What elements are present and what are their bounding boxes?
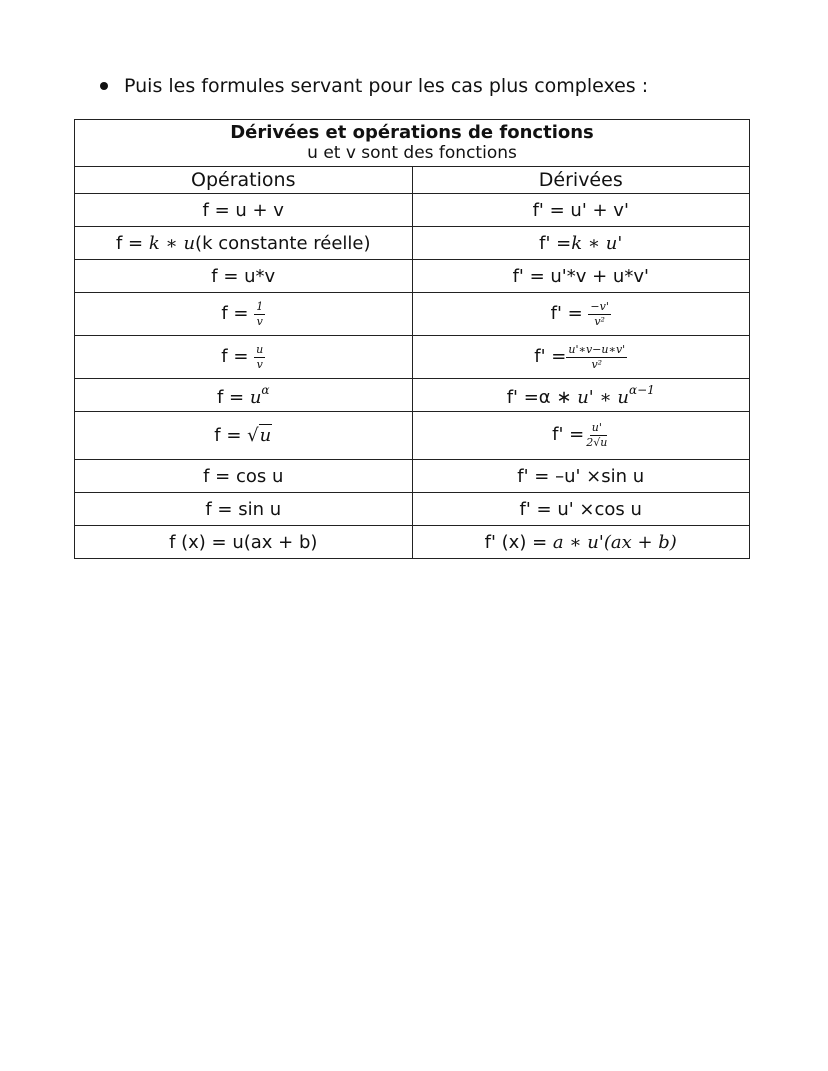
table-title-cell [75, 120, 750, 167]
table-subtitle: u et v sont des fonctions [307, 142, 517, 163]
operation-cell: f (x) = u(ax + b) [75, 526, 413, 559]
table-row [75, 260, 750, 293]
operation-cell: $f = u^\alpha$ [75, 379, 413, 412]
operation-cell: f = sin u [75, 493, 413, 526]
table-row [75, 412, 750, 460]
derivative-cell: f' = u' ×cos u [412, 493, 750, 526]
operation-cell: f = cos u [75, 460, 413, 493]
derivatives-table [74, 119, 750, 559]
operation-cell: f = √u [75, 412, 413, 460]
operation-cell: f = k ∗ u(k constante réelle) [75, 227, 413, 260]
operation-cell: f = u + v [75, 194, 413, 227]
derivative-cell: f' = u'*v + u*v' [412, 260, 750, 293]
intro-line [100, 75, 648, 97]
fraction: $\frac{-v'}{\text{v²}}$ [590, 299, 609, 328]
table-row [75, 460, 750, 493]
bullet-icon [100, 82, 108, 90]
column-header-operations: Opérations [75, 167, 413, 194]
intro-text: Puis les formules servant pour les cas plus complexes : [124, 75, 649, 97]
derivative-cell: f' = $\frac{u'∗v-u∗v'}{\text{v²}}$ [412, 336, 750, 379]
derivative-cell: f' (x) = a ∗ u'(ax + b) [412, 526, 750, 559]
operation-cell: f = $\frac{1}{v}$ [75, 293, 413, 336]
table-title: Dérivées et opérations de fonctions [230, 121, 594, 143]
operation-cell: f = $\frac{u}{v}$ [75, 336, 413, 379]
square-root: √u [247, 425, 272, 446]
derivative-cell: f' =α ∗ u' ∗ $u^{\alpha-1}$ [412, 379, 750, 412]
column-header-derivees: Dérivées [412, 167, 750, 194]
fraction: $\frac{u'∗v-u∗v'}{\text{v²}}$ [568, 342, 626, 371]
table-row [75, 526, 750, 559]
fraction: $\frac{u}{v}$ [256, 342, 264, 371]
table-row [75, 493, 750, 526]
fraction: $\frac{1}{v}$ [256, 299, 264, 328]
fraction: $\frac{u'}{2√u}$ [586, 421, 608, 449]
table-row [75, 227, 750, 260]
derivative-cell: f' = $\frac{u'}{2√u}$ [412, 412, 750, 460]
derivative-cell: f' =k ∗ u' [412, 227, 750, 260]
operation-cell: f = u*v [75, 260, 413, 293]
table-row [75, 293, 750, 336]
table-row [75, 379, 750, 412]
derivative-cell: f' = $\frac{-v'}{\text{v²}}$ [412, 293, 750, 336]
derivative-cell: f' = u' + v' [412, 194, 750, 227]
table-row [75, 194, 750, 227]
table-row [75, 336, 750, 379]
derivative-cell: f' = –u' ×sin u [412, 460, 750, 493]
